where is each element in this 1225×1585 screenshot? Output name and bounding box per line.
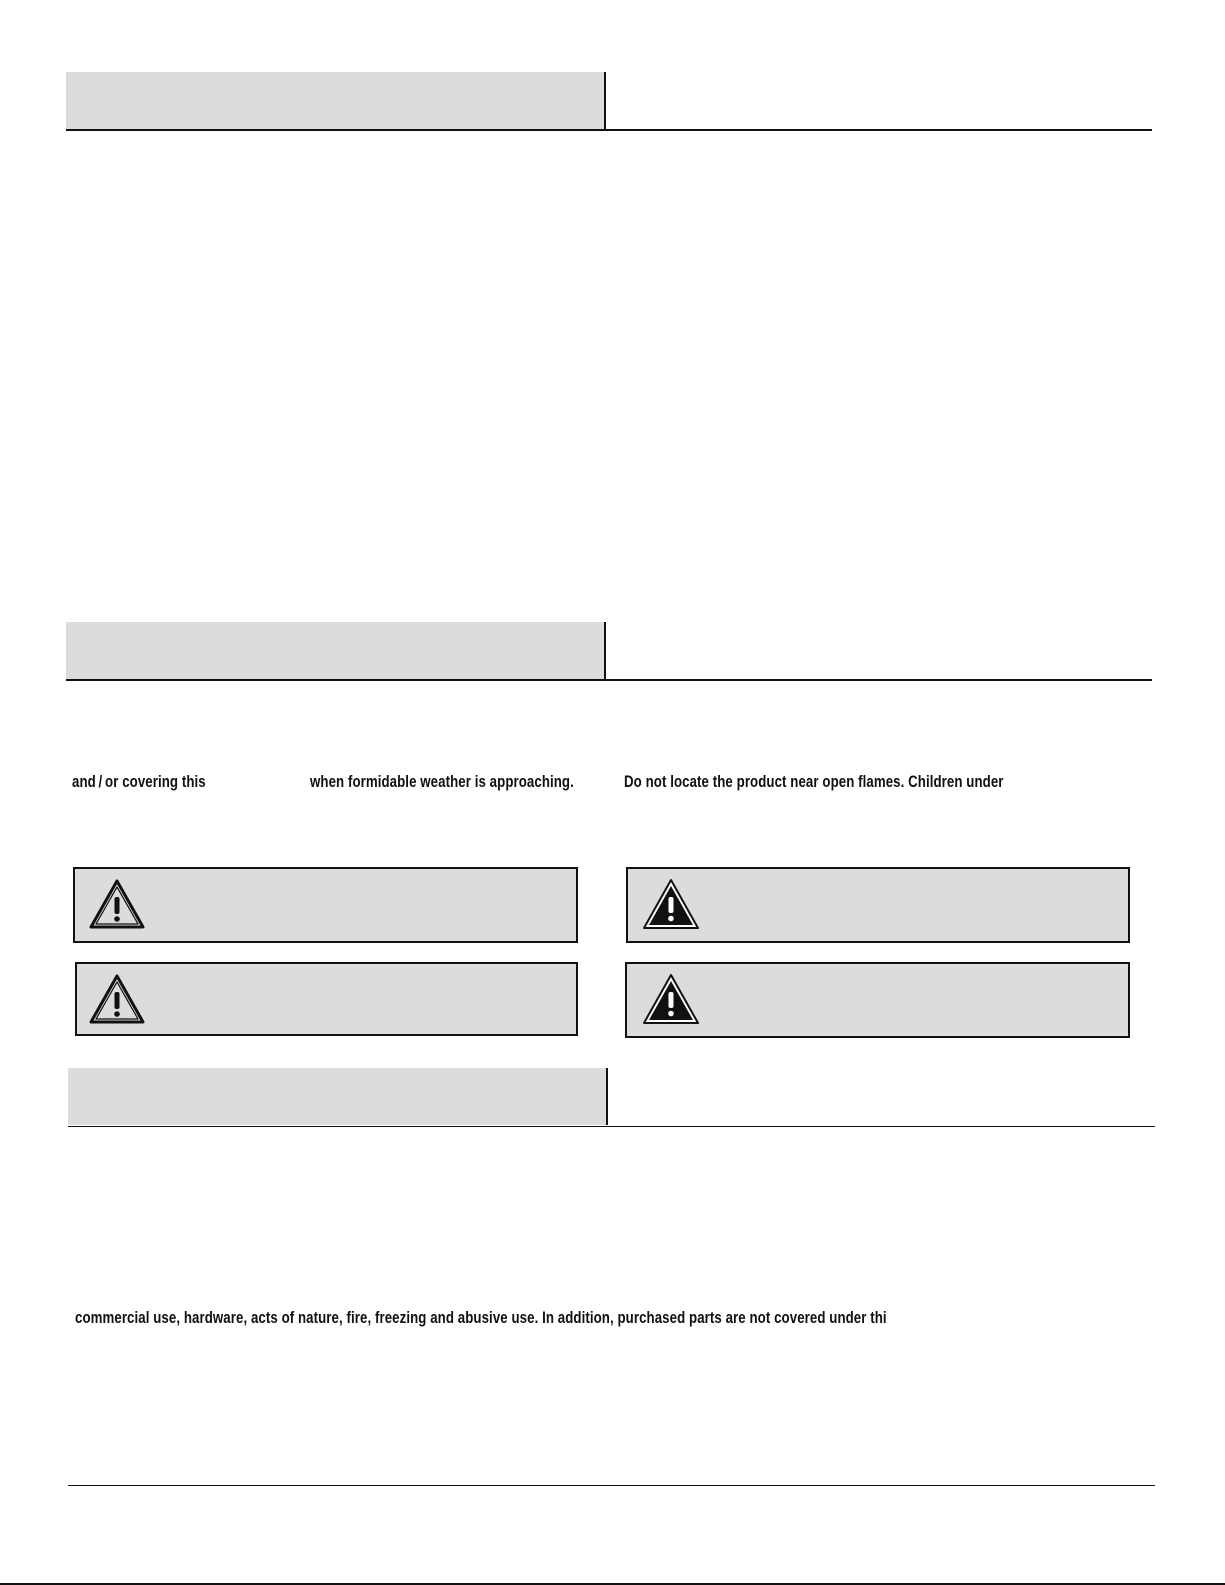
section-header-3-label-box [68, 1068, 608, 1125]
warning-box-1 [73, 867, 578, 943]
safety-text-fragment-3: Do not locate the product near open flames. Children under [624, 772, 1004, 791]
section-header-1-label-box [66, 72, 606, 129]
section-header-3-rule [68, 1126, 1155, 1127]
safety-text-fragment-2: when formidable weather is approaching. [310, 772, 574, 791]
section-header-1-rule [66, 129, 1152, 131]
footer-rule [68, 1485, 1155, 1486]
safety-text-fragment-1: and / or covering this [72, 772, 206, 791]
warning-triangle-outline-icon [88, 878, 146, 930]
section-header-2 [66, 622, 1152, 681]
warning-triangle-filled-icon [642, 878, 700, 930]
warning-triangle-filled-icon [642, 973, 700, 1025]
warning-box-4 [625, 962, 1130, 1038]
warning-box-2 [626, 867, 1130, 943]
section-header-2-rule [66, 679, 1152, 681]
section-header-3 [68, 1068, 1155, 1127]
section-header-1 [66, 72, 1152, 131]
warranty-text-line: commercial use, hardware, acts of nature, fire, freezing and abusive use. In addition, purchased parts are not covered under thi [75, 1308, 887, 1327]
warning-triangle-outline-icon [88, 973, 146, 1025]
section-header-2-label-box [66, 622, 606, 679]
warning-box-3 [75, 962, 578, 1036]
